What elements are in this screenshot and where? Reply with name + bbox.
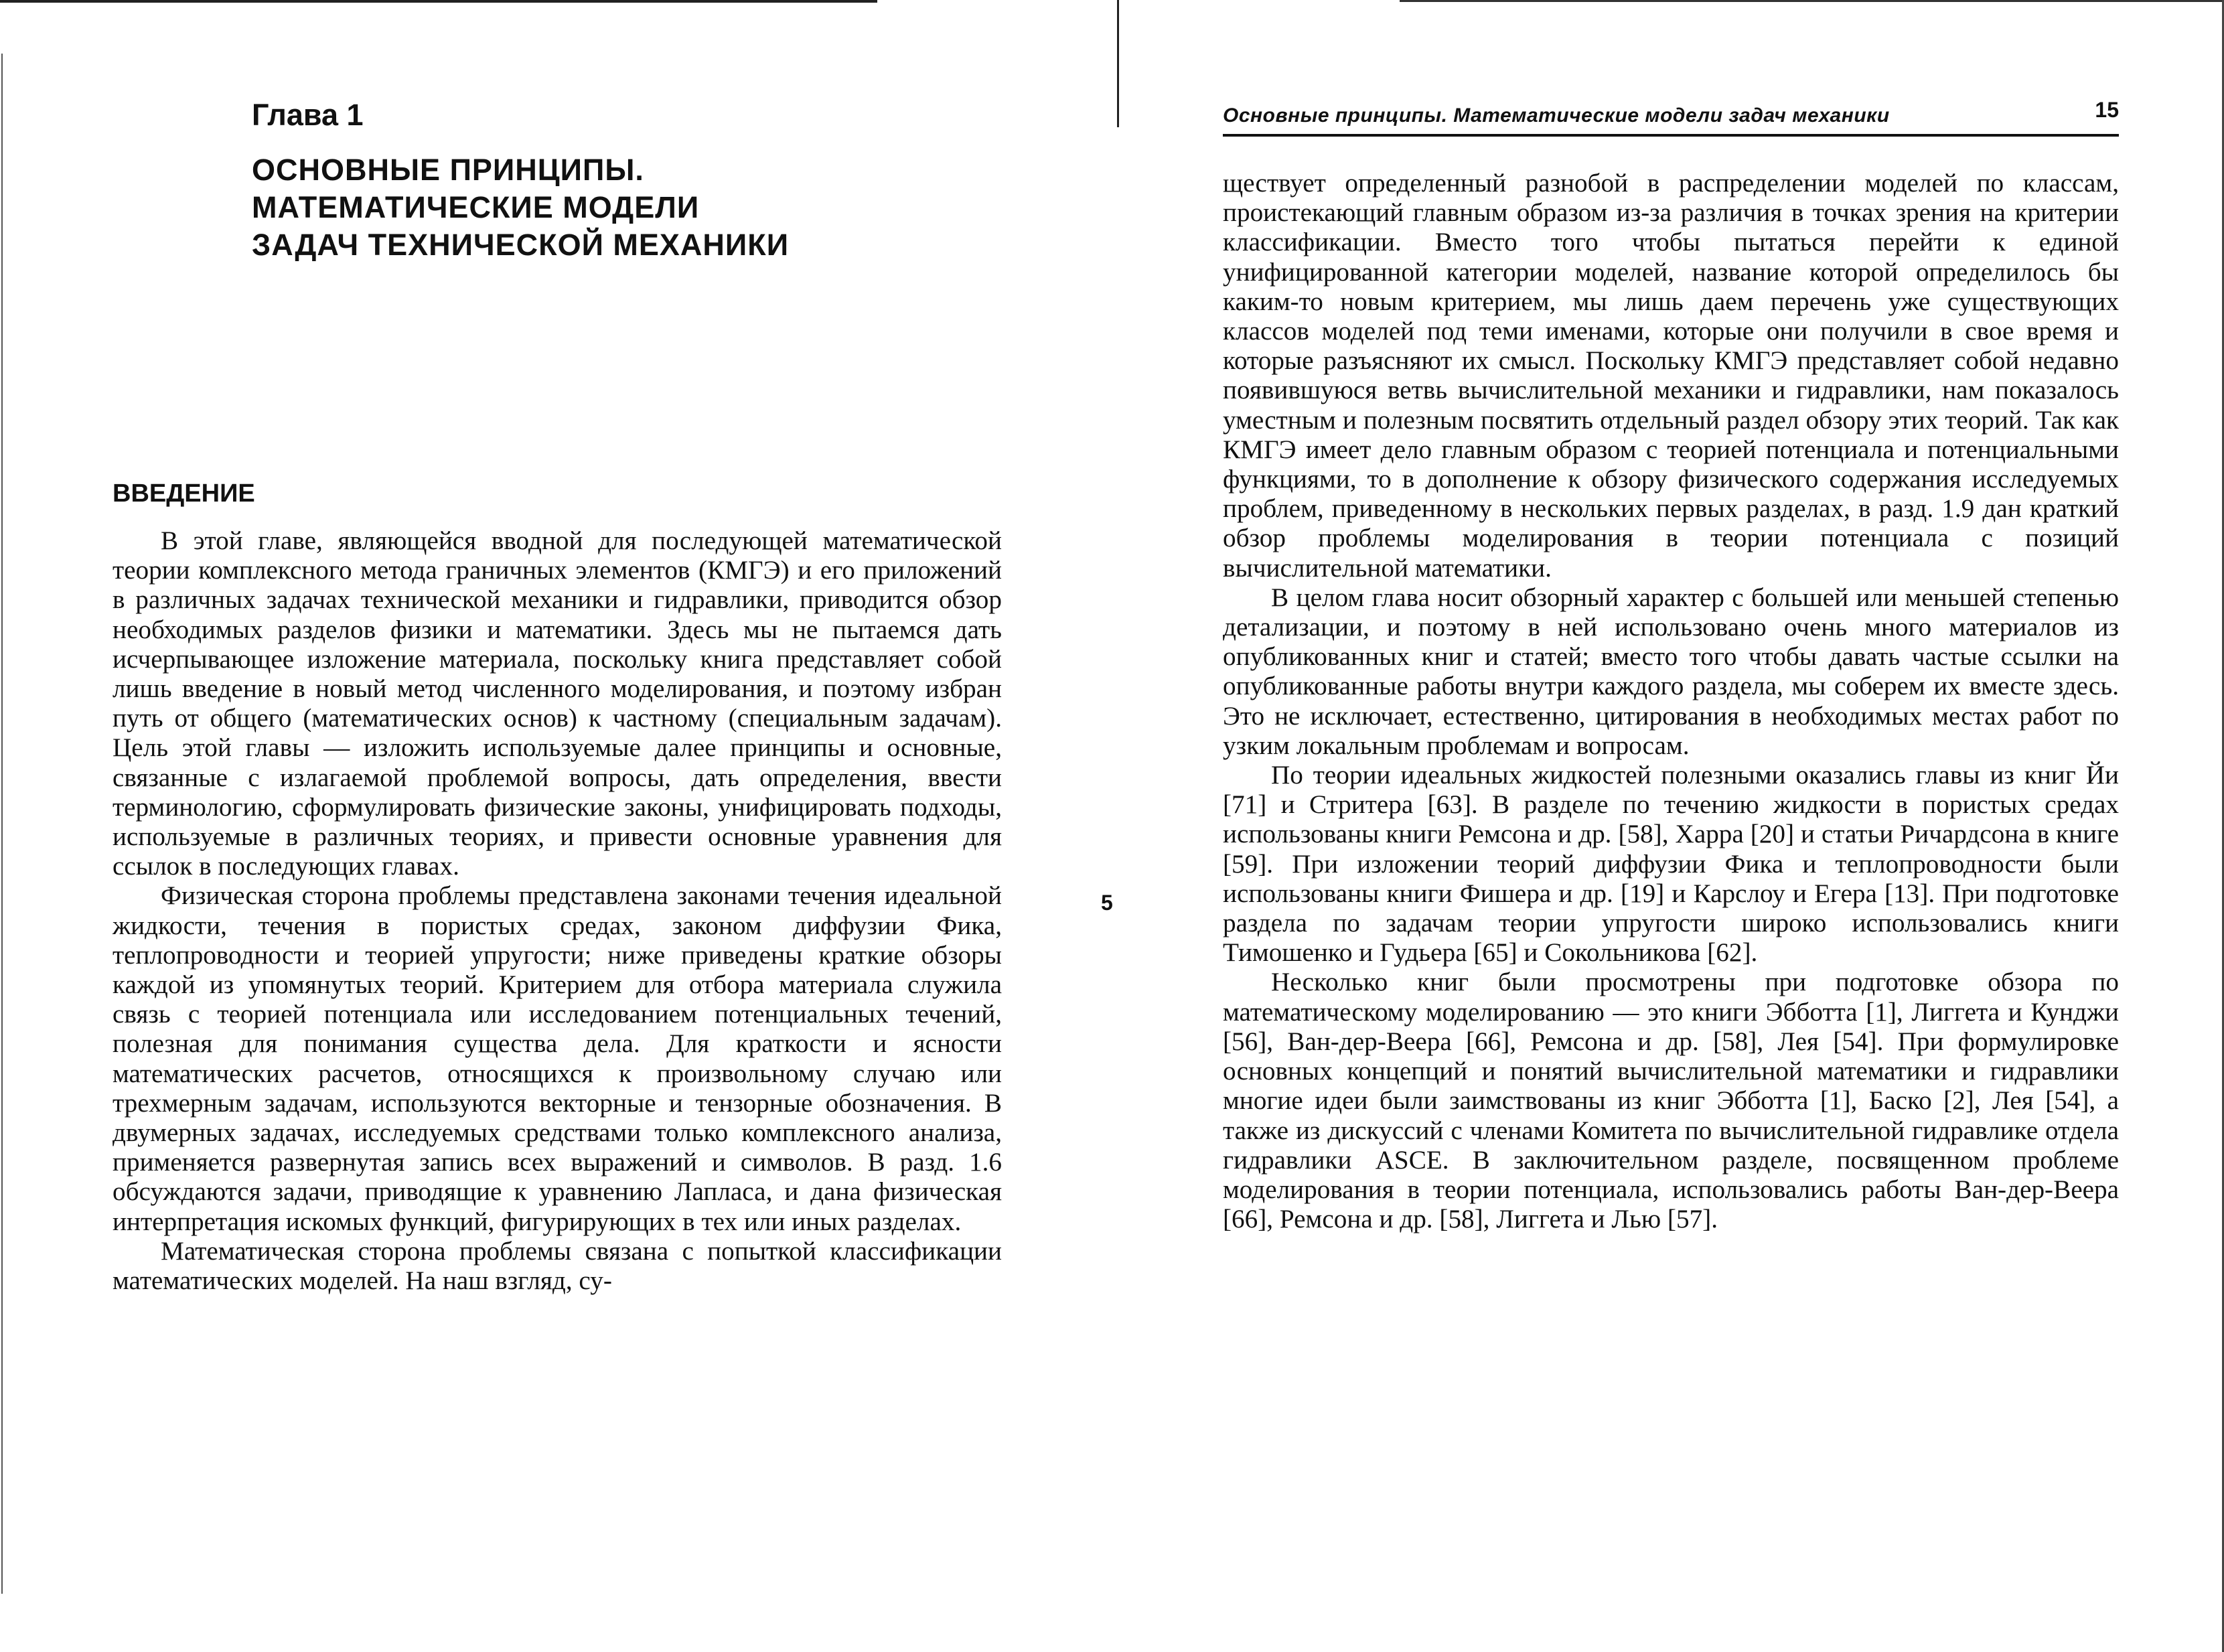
right-page-body <box>1223 169 2119 1234</box>
chapter-title-line-3: ЗАДАЧ ТЕХНИЧЕСКОЙ МЕХАНИКИ <box>252 228 790 262</box>
chapter-title <box>252 151 789 264</box>
chapter-title-line-1: ОСНОВНЫЕ ПРИНЦИПЫ. <box>252 153 644 187</box>
running-head <box>1223 100 2119 137</box>
page-number-left: 5 <box>1101 891 1113 915</box>
paragraph: По теории идеальных жидкостей полезными оказались главы из книг Йи [71] и Стритера [63]. В разделе по течению жидкости в пористых средах использованы книги Ремсона и др. [58], Харра [20] и статьи Ричардсона в книге [59]. При изложении теорий диффузии Фика и теплопроводности были использованы книги Фишера и др. [19] и Карслоу и Егера [13]. При подготовке раздела по задачам теории упругости широко использовались книги Тимошенко и Гудьера [65] и Сокольникова [62]. <box>1223 761 2119 968</box>
paragraph: В этой главе, являющейся вводной для последующей математической теории комплексного метода граничных элементов (КМГЭ) и его приложений в различных задачах технической механики и гидравлики, приводится обзор необходимых разделов физики и математики. Здесь мы не пытаемся дать исчерпывающее изложение материала, поскольку книга представляет собой лишь введение в новый метод численного моделирования, и поэтому избран путь от общего (математических основ) к частному (специальным задачам). Цель этой главы — изложить используемые далее принципы и основные, связанные с излагаемой проблемой вопросы, дать определения, ввести терминологию, сформулировать физические законы, унифицировать подходы, используемые в различных теориях, и привести основные уравнения для ссылок в последующих главах. <box>113 526 1002 881</box>
chapter-label: Глава 1 <box>252 98 364 132</box>
page-number-right: 15 <box>2095 98 2119 122</box>
book-gutter-line <box>1117 0 1119 127</box>
left-page-body <box>113 526 1002 1296</box>
paragraph: Несколько книг были просмотрены при подготовке обзора по математическому моделированию — это книги Эбботта [1], Лиггета и Кунджи [56], Ван-дер-Веера [66], Ремсона и др. [58], Лея [54]. При формулировке основных концепций и понятий вычислительной математики и гидравлики многие идеи были заимствованы из книг Эбботта [1], Баско [2], Лея [54], а также из дискуссий с членами Комитета по вычислительной гидравлике отдела гидравлики ASCE. В заключительном разделе, посвященном проблеме моделирования в теории потенциала, использовались работы Ван-дер-Веера [66], Ремсона и др. [58], Лиггета и Лью [57]. <box>1223 968 2119 1234</box>
paragraph: В целом глава носит обзорный характер с большей или меньшей степенью детализации, и поэтому в ней использовано очень много материалов из опубликованных книг и статей; вместо того чтобы давать частые ссылки на опубликованные работы внутри каждого раздела, мы соберем их вместе здесь. Это не исключает, естественно, цитирования в необходимых местах работ по узким локальным проблемам и вопросам. <box>1223 583 2119 760</box>
paragraph: ществует определенный разнобой в распределении моделей по классам, проистекающий главным образом из-за различия в точках зрения на критерии классификации. Вместо того чтобы пытаться перейти к единой унифицированной категории моделей, название которой определилось бы каким-то новым критерием, мы лишь даем перечень уже существующих классов моделей под теми именами, которые они получили в свое время и которые разъясняют их смысл. Поскольку КМГЭ представляет собой недавно появившуюся ветвь вычислительной механики и гидравлики, нам показалось уместным и полезным посвятить отдельный раздел обзору этих теорий. Так как КМГЭ имеет дело главным образом с теорией потенциала и потенциальными функциями, то в дополнение к обзору физического содержания исследуемых проблем, приведенному в нескольких первых разделах, в разд. 1.9 дан краткий обзор проблемы моделирования в теории потенциала с позиций вычислительной математики. <box>1223 169 2119 583</box>
paragraph: Физическая сторона проблемы представлена законами течения идеальной жидкости, течения в пористых средах, законом диффузии Фика, теплопроводности и теорией упругости; ниже приведены краткие обзоры каждой из упомянутых теорий. Критерием для отбора материала служила связь с теорией потенциала или исследованием потенциальных течений, полезная для понимания существа дела. Для краткости и ясности математических расчетов, относящихся к произвольному случаю или трехмерным задачам, используются векторные и тензорные обозначения. В двумерных задачах, исследуемых средствами только комплексного анализа, применяется развернутая запись всех выражений и символов. В разд. 1.6 обсуждаются задачи, приводящие к уравнению Лапласа, и дана физическая интерпретация искомых функций, фигурирующих в тех или иных разделах. <box>113 881 1002 1236</box>
running-head-title: Основные принципы. Математические модели задач механики <box>1223 104 1890 127</box>
section-heading: ВВЕДЕНИЕ <box>113 479 255 508</box>
paragraph: Математическая сторона проблемы связана с попыткой классификации математических моделей. На наш взгляд, су- <box>113 1236 1002 1296</box>
chapter-title-line-2: МАТЕМАТИЧЕСКИЕ МОДЕЛИ <box>252 190 700 224</box>
